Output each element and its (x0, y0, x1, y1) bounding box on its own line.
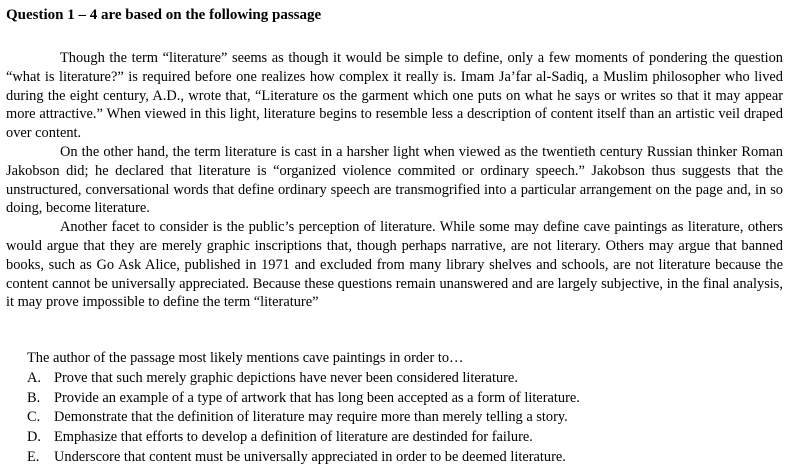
option-text: Provide an example of a type of artwork that has long been accepted as a form of literature. (54, 389, 580, 406)
question-heading: Question 1 – 4 are based on the following passage (6, 7, 322, 23)
option-letter: D. (27, 429, 41, 446)
answer-option-e[interactable] (27, 448, 767, 468)
answer-options (27, 369, 767, 468)
passage-paragraph: Though the term “literature” seems as though it would be simple to define, only a few moments of pondering the question “what is literature?” is required before one realizes how complex it really is. Imam Ja’far al-Sadiq, a Muslim philosopher who lived during the eight century, A.D., wrote that, “Literature os the garment which one puts on what he says or writes so that it may appear more attractive.” When viewed in this light, literature begins to resemble less a description of content itself than an artistic veil draped over content. (6, 50, 783, 142)
option-letter: A. (27, 369, 41, 386)
answer-option-a[interactable] (27, 369, 767, 389)
option-text: Emphasize that efforts to develop a definition of literature are destinded for failure. (54, 429, 533, 446)
option-letter: B. (27, 389, 41, 406)
option-letter: E. (27, 448, 40, 465)
option-text: Demonstrate that the definition of literature may require more than merely telling a story. (54, 409, 568, 426)
passage-paragraph: On the other hand, the term literature is cast in a harsher light when viewed as the twentieth century Russian thinker Roman Jakobson did; he declared that literature is “organized violence commited or ordinary speech.” Jakobson thus suggests that the unstructured, conversational words that define ordinary speech are transmogrified into a particular arrangement on the page and, in so doing, become literature. (6, 143, 783, 217)
option-text: Prove that such merely graphic depictions have never been considered literature. (54, 369, 518, 386)
reading-passage (6, 49, 783, 312)
question-stem: The author of the passage most likely mentions cave paintings in order to… (27, 350, 464, 366)
question-block (27, 349, 767, 468)
option-text: Underscore that content must be universally appreciated in order to be deemed literature. (54, 448, 566, 465)
answer-option-b[interactable] (27, 389, 767, 409)
passage-paragraph: Another facet to consider is the public’s perception of literature. While some may define cave paintings as literature, others would argue that they are merely graphic inscriptions that, though perhaps narrative, are not literary. Others may argue that banned books, such as Go Ask Alice, published in 1971 and excluded from many library shelves and schools, are not literature because the content cannot be universally appreciated. Because these questions remain unanswered and are largely subjective, in the final analysis, it may prove impossible to define the term “literature” (6, 219, 783, 311)
answer-option-d[interactable] (27, 428, 767, 448)
answer-option-c[interactable] (27, 408, 767, 428)
option-letter: C. (27, 409, 41, 426)
